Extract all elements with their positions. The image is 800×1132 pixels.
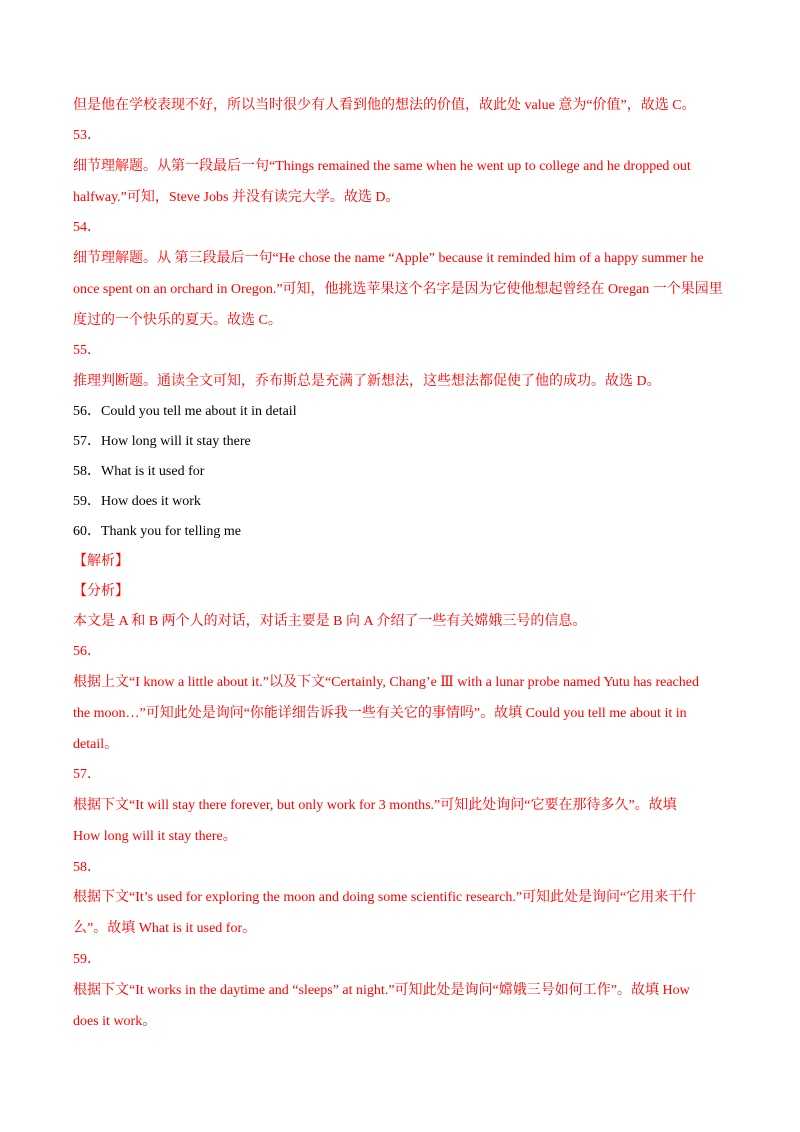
text-line: 根据下文“It works in the daytime and “sleeps” at night.”可知此处是询问“嫦娥三号如何工作”。故填 How: [73, 983, 690, 998]
text-line: 本文是 A 和 B 两个人的对话，对话主要是 B 向 A 介绍了一些有关嫦娥三号的信息。: [73, 614, 587, 629]
answer-line: 57．How long will it stay there: [73, 434, 251, 449]
answer-line: 60．Thank you for telling me: [73, 524, 241, 539]
question-number: 54．: [73, 220, 101, 235]
text-line: How long will it stay there。: [73, 829, 237, 844]
text-line: 根据下文“It’s used for exploring the moon and doing some scientific research.”可知此处是询问“它用来干什: [73, 890, 697, 905]
answer-line: 58．What is it used for: [73, 464, 205, 479]
text-line: does it work。: [73, 1014, 157, 1029]
question-number: 57．: [73, 767, 101, 782]
text-line: 细节理解题。从第一段最后一句“Things remained the same when he went up to college and he dropped out: [73, 159, 691, 174]
text-line: 根据上文“I know a little about it.”以及下文“Certainly, Chang’e Ⅲ with a lunar probe named Yutu has reached: [73, 675, 699, 690]
question-number: 58．: [73, 860, 101, 875]
answer-line: 56．Could you tell me about it in detail: [73, 404, 297, 419]
text-line: 根据下文“It will stay there forever, but only work for 3 months.”可知此处询问“它要在那待多久”。故填: [73, 798, 677, 813]
text-line: 么”。故填 What is it used for。: [73, 921, 257, 936]
text-line: 细节理解题。从 第三段最后一句“He chose the name “Apple” because it reminded him of a happy summer he: [73, 251, 704, 266]
question-number: 59．: [73, 952, 101, 967]
section-heading: 【分析】: [73, 584, 129, 599]
text-line: 度过的一个快乐的夏天。故选 C。: [73, 313, 282, 328]
text-line: detail。: [73, 737, 119, 752]
text-line: 推理判断题。通读全文可知，乔布斯总是充满了新想法，这些想法都促使了他的成功。故选 D。: [73, 374, 661, 389]
question-number: 53．: [73, 128, 101, 143]
text-line: 但是他在学校表现不好，所以当时很少有人看到他的想法的价值，故此处 value 意为“价值”，故选 C。: [73, 98, 696, 113]
section-heading: 【解析】: [73, 554, 129, 569]
text-line: halfway.”可知，Steve Jobs 并没有读完大学。故选 D。: [73, 190, 400, 205]
text-line: once spent on an orchard in Oregon.”可知，他挑选苹果这个名字是因为它使他想起曾经在 Oregan 一个果园里: [73, 282, 723, 297]
question-number: 56．: [73, 644, 101, 659]
text-line: the moon…”可知此处是询问“你能详细告诉我一些有关它的事情吗”。故填 Could you tell me about it in: [73, 706, 687, 721]
question-number: 55．: [73, 343, 101, 358]
answer-line: 59．How does it work: [73, 494, 201, 509]
